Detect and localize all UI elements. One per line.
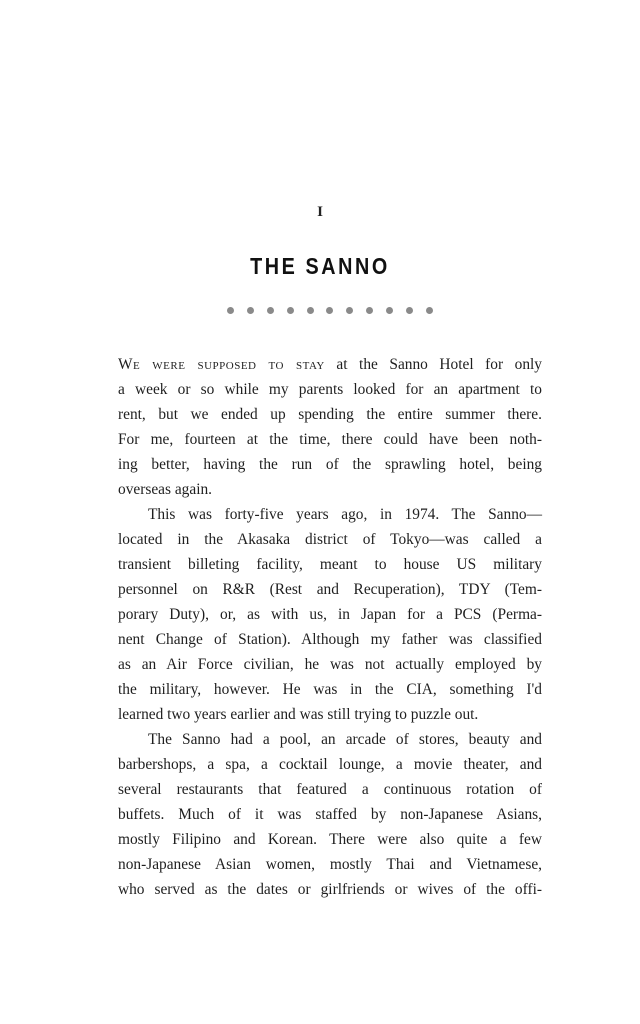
text-line: several restaurants that featured a continuous rotation of — [118, 781, 542, 798]
text-line: located in the Akasaka district of Tokyo—was called a — [118, 531, 542, 548]
ornament-dot — [227, 307, 234, 314]
text-line: ing better, having the run of the sprawling hotel, being — [118, 456, 542, 473]
text-line: This was forty-five years ago, in 1974. The Sanno— — [148, 506, 542, 523]
text-line — [118, 352, 542, 377]
ornament-dot — [386, 307, 393, 314]
text-line: mostly Filipino and Korean. There were also quite a few — [118, 831, 542, 848]
ornament-dot — [366, 307, 373, 314]
paragraph-3 — [118, 727, 542, 902]
ornament-dot — [326, 307, 333, 314]
ornament-divider — [227, 306, 433, 314]
text-line: barbershops, a spa, a cocktail lounge, a movie theater, and — [118, 756, 542, 773]
text-line: rent, but we ended up spending the entire summer there. — [118, 406, 542, 423]
chapter-number: I — [317, 204, 323, 220]
ornament-dot — [426, 307, 433, 314]
text-line: nent Change of Station). Although my father was classified — [118, 631, 542, 648]
chapter-title: THE SANNO — [250, 253, 390, 279]
lead-in: We were supposed to stay — [118, 356, 325, 373]
ornament-dot — [267, 307, 274, 314]
ornament-dot — [247, 307, 254, 314]
ornament-dot — [346, 307, 353, 314]
text-line: overseas again. — [118, 481, 213, 498]
body-text — [118, 352, 542, 902]
text-line: non-Japanese Asian women, mostly Thai and Vietnamese, — [118, 856, 542, 873]
text-line: who served as the dates or girlfriends or wives of the offi- — [118, 881, 542, 898]
text-line: learned two years earlier and was still trying to puzzle out. — [118, 706, 479, 723]
ornament-dot — [307, 307, 314, 314]
text-fragment: at the Sanno Hotel for only — [324, 356, 542, 373]
text-line: buffets. Much of it was staffed by non-Japanese Asians, — [118, 806, 542, 823]
text-line: transient billeting facility, meant to house US military — [118, 556, 542, 573]
text-line: For me, fourteen at the time, there could have been noth- — [118, 431, 542, 448]
ornament-dot — [287, 307, 294, 314]
text-line: as an Air Force civilian, he was not actually employed by — [118, 656, 542, 673]
text-line: porary Duty), or, as with us, in Japan for a PCS (Perma- — [118, 606, 542, 623]
text-line: personnel on R&R (Rest and Recuperation), TDY (Tem- — [118, 581, 542, 598]
ornament-dot — [406, 307, 413, 314]
text-line: the military, however. He was in the CIA, something I'd — [118, 681, 542, 698]
text-line: The Sanno had a pool, an arcade of stores, beauty and — [148, 731, 542, 748]
paragraph-2 — [118, 502, 542, 727]
paragraph-1 — [118, 352, 542, 502]
text-line: a week or so while my parents looked for an apartment to — [118, 381, 542, 398]
